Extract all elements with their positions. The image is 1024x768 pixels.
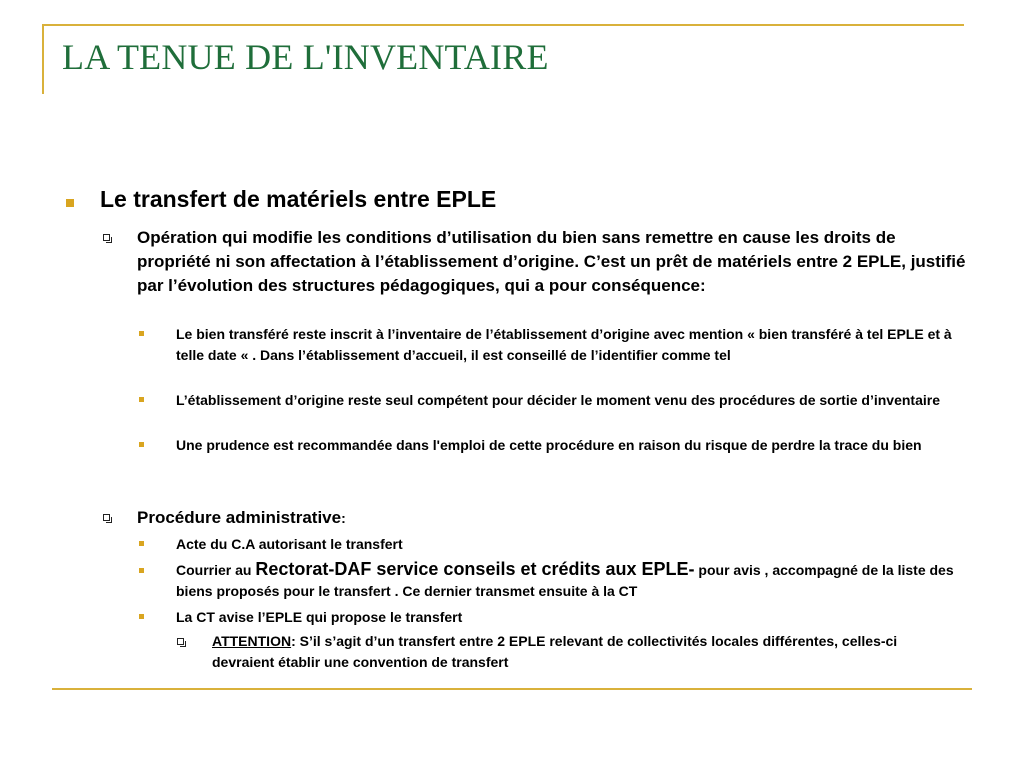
- checkbox-bullet-icon: [177, 638, 184, 645]
- heading-transfert: Le transfert de matériels entre EPLE: [100, 186, 497, 212]
- square-bullet-icon: [139, 397, 144, 402]
- operation-text: Opération qui modifie les conditions d’utilisation du bien sans remettre en cause les droits de propriété ni son affectation à l’établissement d’origine. C’est un prêt de matériels entre 2 EPLE, justifié par l’évolution des structures pédagogiques, qui a pour conséquence:: [137, 228, 966, 295]
- square-bullet-icon: [139, 614, 144, 619]
- slide-title: LA TENUE DE L'INVENTAIRE: [62, 37, 549, 77]
- square-bullet-icon: [139, 568, 144, 573]
- procedure-item-courrier: [176, 559, 966, 602]
- square-bullet-icon: [139, 541, 144, 546]
- courrier-emphasis: Rectorat-DAF service conseils et crédits aux EPLE-: [255, 559, 695, 579]
- consequence-item: L’établissement d’origine reste seul compétent pour décider le moment venu des procédures de sortie d’inventaire: [176, 392, 940, 408]
- procedure-colon: :: [341, 510, 346, 526]
- attention-note: [212, 631, 962, 673]
- checkbox-bullet-icon: [103, 514, 110, 521]
- courrier-suffix: pour avis , accompagné de la liste des biens proposés pour le transfert . Ce dernier transmet ensuite à la CT: [176, 562, 954, 599]
- courrier-prefix: Courrier au: [176, 562, 256, 578]
- consequence-item: Le bien transféré reste inscrit à l’inventaire de l’établissement d’origine avec mention « bien transféré à tel EPLE et à telle date « . Dans l’établissement d’accueil, il est conseillé de l’identifier comme tel: [176, 326, 952, 363]
- square-bullet-icon: [139, 442, 144, 447]
- square-bullet-icon: [139, 331, 144, 336]
- attention-text: : S’il s’agit d’un transfert entre 2 EPLE relevant de collectivités locales différentes, celles-ci devraient établir une convention de transfert: [212, 633, 898, 670]
- procedure-heading: [137, 506, 346, 530]
- frame-bottom-line: [52, 688, 972, 690]
- checkbox-bullet-icon: [103, 234, 110, 241]
- procedure-label: Procédure administrative: [137, 508, 342, 527]
- consequence-item: Une prudence est recommandée dans l'emploi de cette procédure en raison du risque de perdre la trace du bien: [176, 437, 922, 453]
- attention-label: ATTENTION: [212, 633, 292, 649]
- square-bullet-icon: [66, 199, 74, 207]
- procedure-item-ct: La CT avise l’EPLE qui propose le transfert: [176, 609, 463, 625]
- procedure-item-acte: Acte du C.A autorisant le transfert: [176, 536, 403, 552]
